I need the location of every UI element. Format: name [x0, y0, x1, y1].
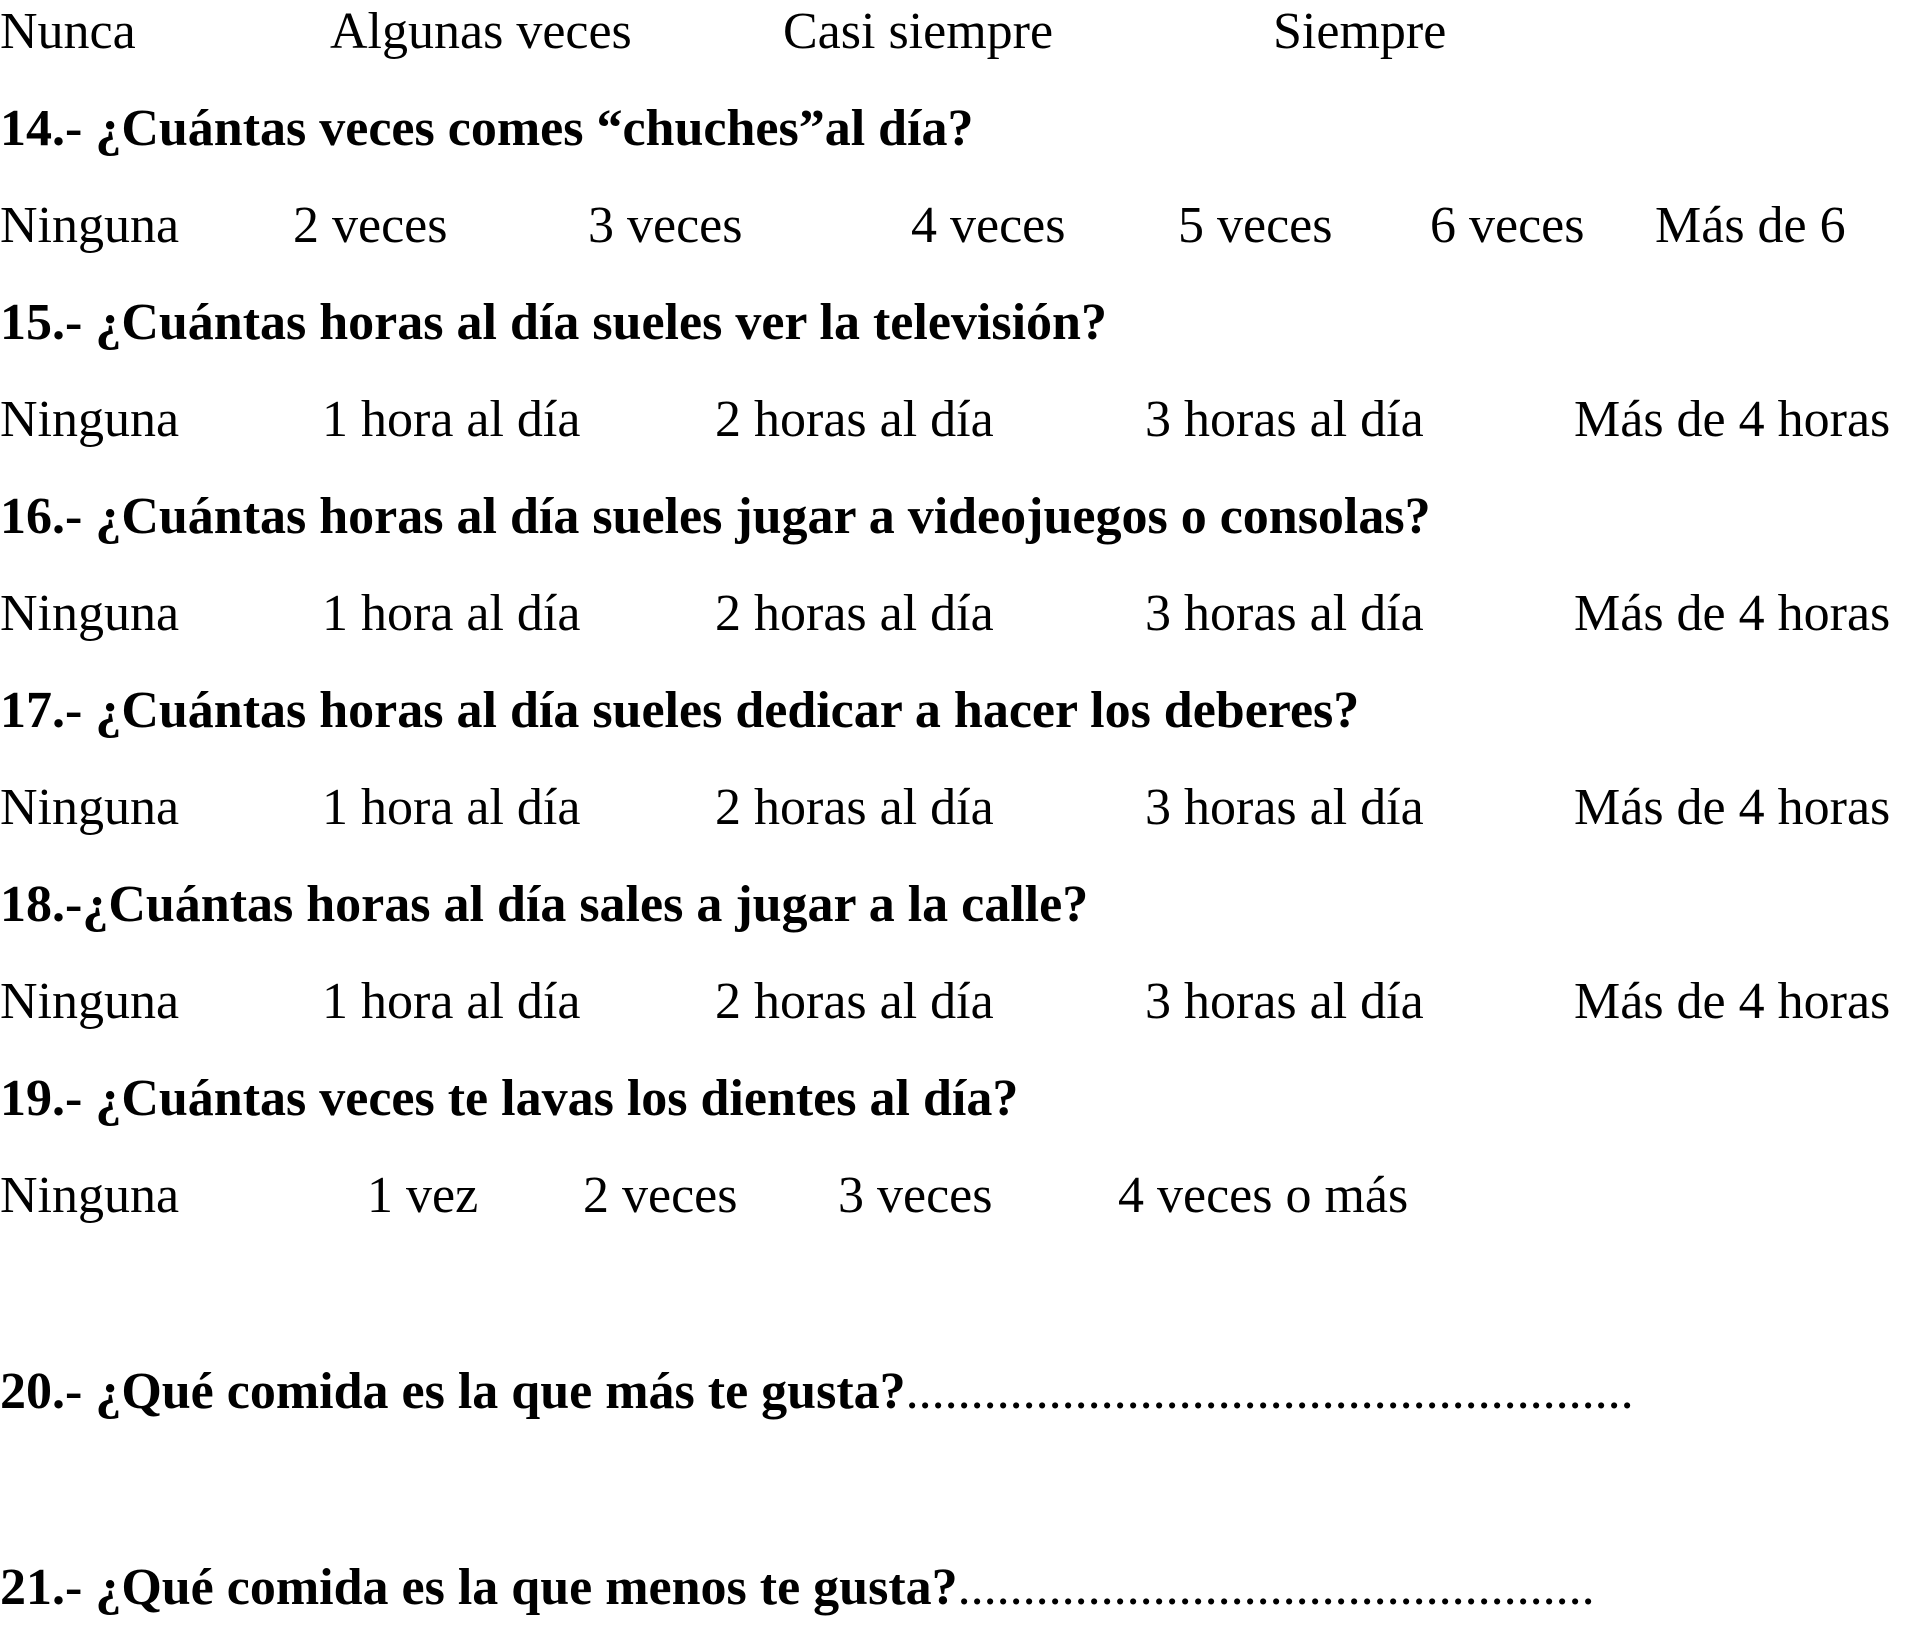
q19-option-3-veces[interactable]: 3 veces	[838, 1167, 993, 1224]
q14-option-6-veces[interactable]: 6 veces	[1430, 197, 1585, 254]
q14-options	[0, 194, 1917, 274]
question-21-line	[0, 1556, 1595, 1620]
q13-option-nunca[interactable]: Nunca	[0, 3, 136, 60]
question-15	[0, 291, 1917, 371]
question-14-text: 14.- ¿Cuántas veces comes “chuches”al día?	[0, 100, 974, 157]
q17-options	[0, 776, 1917, 856]
q16-option-2-horas[interactable]: 2 horas al día	[715, 585, 994, 642]
question-14	[0, 97, 1917, 177]
q18-option-mas-de-4[interactable]: Más de 4 horas	[1574, 973, 1891, 1030]
q19-option-1-vez[interactable]: 1 vez	[367, 1167, 479, 1224]
q18-options	[0, 970, 1917, 1050]
question-16	[0, 485, 1917, 565]
q19-option-4-veces-o-mas[interactable]: 4 veces o más	[1118, 1167, 1409, 1224]
q13-option-casi-siempre[interactable]: Casi siempre	[783, 3, 1054, 60]
q15-options	[0, 388, 1917, 468]
q16-option-1-hora[interactable]: 1 hora al día	[322, 585, 581, 642]
q14-option-4-veces[interactable]: 4 veces	[911, 197, 1066, 254]
question-21	[0, 1556, 1917, 1636]
q17-option-1-hora[interactable]: 1 hora al día	[322, 779, 581, 836]
question-17-text: 17.- ¿Cuántas horas al día sueles dedicar a hacer los deberes?	[0, 682, 1360, 739]
q13-option-siempre[interactable]: Siempre	[1273, 3, 1447, 60]
q19-options	[0, 1164, 1917, 1244]
question-17	[0, 679, 1917, 759]
question-20	[0, 1360, 1917, 1440]
question-20-answer-blank[interactable]: ........................................................	[905, 1363, 1634, 1420]
question-18	[0, 873, 1917, 953]
q13-option-algunas-veces[interactable]: Algunas veces	[330, 3, 632, 60]
q15-option-2-horas[interactable]: 2 horas al día	[715, 391, 994, 448]
question-19	[0, 1067, 1917, 1147]
q15-option-1-hora[interactable]: 1 hora al día	[322, 391, 581, 448]
q18-option-2-horas[interactable]: 2 horas al día	[715, 973, 994, 1030]
q18-option-3-horas[interactable]: 3 horas al día	[1145, 973, 1424, 1030]
q15-option-ninguna[interactable]: Ninguna	[0, 391, 180, 448]
q16-option-ninguna[interactable]: Ninguna	[0, 585, 180, 642]
q14-option-2-veces[interactable]: 2 veces	[293, 197, 448, 254]
q19-option-ninguna[interactable]: Ninguna	[0, 1167, 180, 1224]
question-21-text: 21.- ¿Qué comida es la que menos te gusta?	[0, 1559, 958, 1616]
q15-option-3-horas[interactable]: 3 horas al día	[1145, 391, 1424, 448]
q14-option-3-veces[interactable]: 3 veces	[588, 197, 743, 254]
q17-option-mas-de-4[interactable]: Más de 4 horas	[1574, 779, 1891, 836]
question-15-text: 15.- ¿Cuántas horas al día sueles ver la televisión?	[0, 294, 1107, 351]
question-21-answer-blank[interactable]: .................................................	[957, 1559, 1595, 1616]
q16-options	[0, 582, 1917, 662]
q14-option-5-veces[interactable]: 5 veces	[1178, 197, 1333, 254]
q18-option-1-hora[interactable]: 1 hora al día	[322, 973, 581, 1030]
question-19-text: 19.- ¿Cuántas veces te lavas los dientes al día?	[0, 1070, 1019, 1127]
question-16-text: 16.- ¿Cuántas horas al día sueles jugar a videojuegos o consolas?	[0, 488, 1431, 545]
question-20-line	[0, 1360, 1634, 1424]
q17-option-2-horas[interactable]: 2 horas al día	[715, 779, 994, 836]
q16-option-3-horas[interactable]: 3 horas al día	[1145, 585, 1424, 642]
q13-options	[0, 0, 1917, 80]
q14-option-ninguna[interactable]: Ninguna	[0, 197, 180, 254]
q15-option-mas-de-4[interactable]: Más de 4 horas	[1574, 391, 1891, 448]
question-20-text: 20.- ¿Qué comida es la que más te gusta?	[0, 1363, 906, 1420]
q14-option-mas-de-6[interactable]: Más de 6	[1655, 197, 1846, 254]
q17-option-ninguna[interactable]: Ninguna	[0, 779, 180, 836]
q19-option-2-veces[interactable]: 2 veces	[583, 1167, 738, 1224]
q18-option-ninguna[interactable]: Ninguna	[0, 973, 180, 1030]
q16-option-mas-de-4[interactable]: Más de 4 horas	[1574, 585, 1891, 642]
q17-option-3-horas[interactable]: 3 horas al día	[1145, 779, 1424, 836]
question-18-text: 18.-¿Cuántas horas al día sales a jugar a la calle?	[0, 876, 1089, 933]
